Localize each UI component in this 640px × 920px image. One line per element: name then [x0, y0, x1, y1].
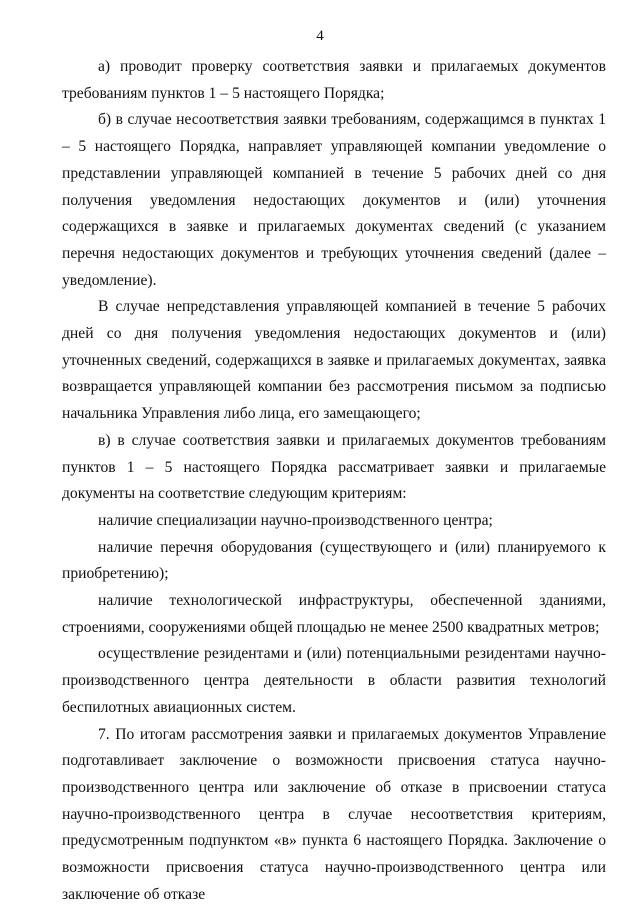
criterion-equipment-list: наличие перечня оборудования (существующего и (или) планируемого к приобретению); — [62, 538, 606, 583]
paragraph-v-criteria-intro: в) в случае соответствия заявки и прилагаемых документов требованиям пунктов 1 – 5 настоящего Порядка рассматривает заявки и прилагаемые документы на соответствие следующим критериям: — [62, 431, 606, 503]
page-number: 4 — [316, 28, 324, 44]
paragraph-return-application: В случае непредставления управляющей компанией в течение 5 рабочих дней со дня получения уведомления недостающих документов и (или) уточненных сведений, содержащихся в заявке и прилагаемых документах, заявка возвращается управляющей компании без рассмотрения письмом за подписью начальника Управления либо лица, его замещающего; — [62, 298, 606, 423]
paragraph-b-noncompliance-notice: б) в случае несоответствия заявки требованиям, содержащимся в пунктах 1 – 5 настоящего Порядка, направляет управляющей компании уведомление о представлении управляющей компанией в течение 5 рабочих дней со дня получения уведомления недостающих документов и (или) уточнения содержащихся в заявке и прилагаемых документах сведений (с указанием перечня недостающих документов и требующих уточнения сведений (далее – уведомление). — [62, 111, 606, 289]
criterion-infrastructure: наличие технологической инфраструктуры, обеспеченной зданиями, строениями, сооружениями общей площадью не менее 2500 квадратных метров; — [62, 592, 606, 636]
paragraph-7-conclusion: 7. По итогам рассмотрения заявки и прилагаемых документов Управление подготавливает заключение о возможности присвоения статуса научно-производственного центра или заключение об отказе в присвоении статуса научно-производственного центра в случае несоответствия критериям, предусмотренным подпунктом «в» пункта 6 настоящего Порядка. Заключение о возможности присвоения статуса научно-производственного центра или заключение об отказе — [62, 725, 606, 903]
criterion-uas-activity: осуществление резидентами и (или) потенциальными резидентами научно-производственного центра деятельности в области развития технологий беспилотных авиационных систем. — [62, 645, 606, 716]
criterion-specialization: наличие специализации научно-производственного центра; — [98, 511, 493, 529]
paragraph-a-check-compliance: а) проводит проверку соответствия заявки и прилагаемых документов требованиям пунктов 1 – 5 настоящего Порядка; — [62, 58, 606, 102]
document-body — [62, 54, 606, 909]
